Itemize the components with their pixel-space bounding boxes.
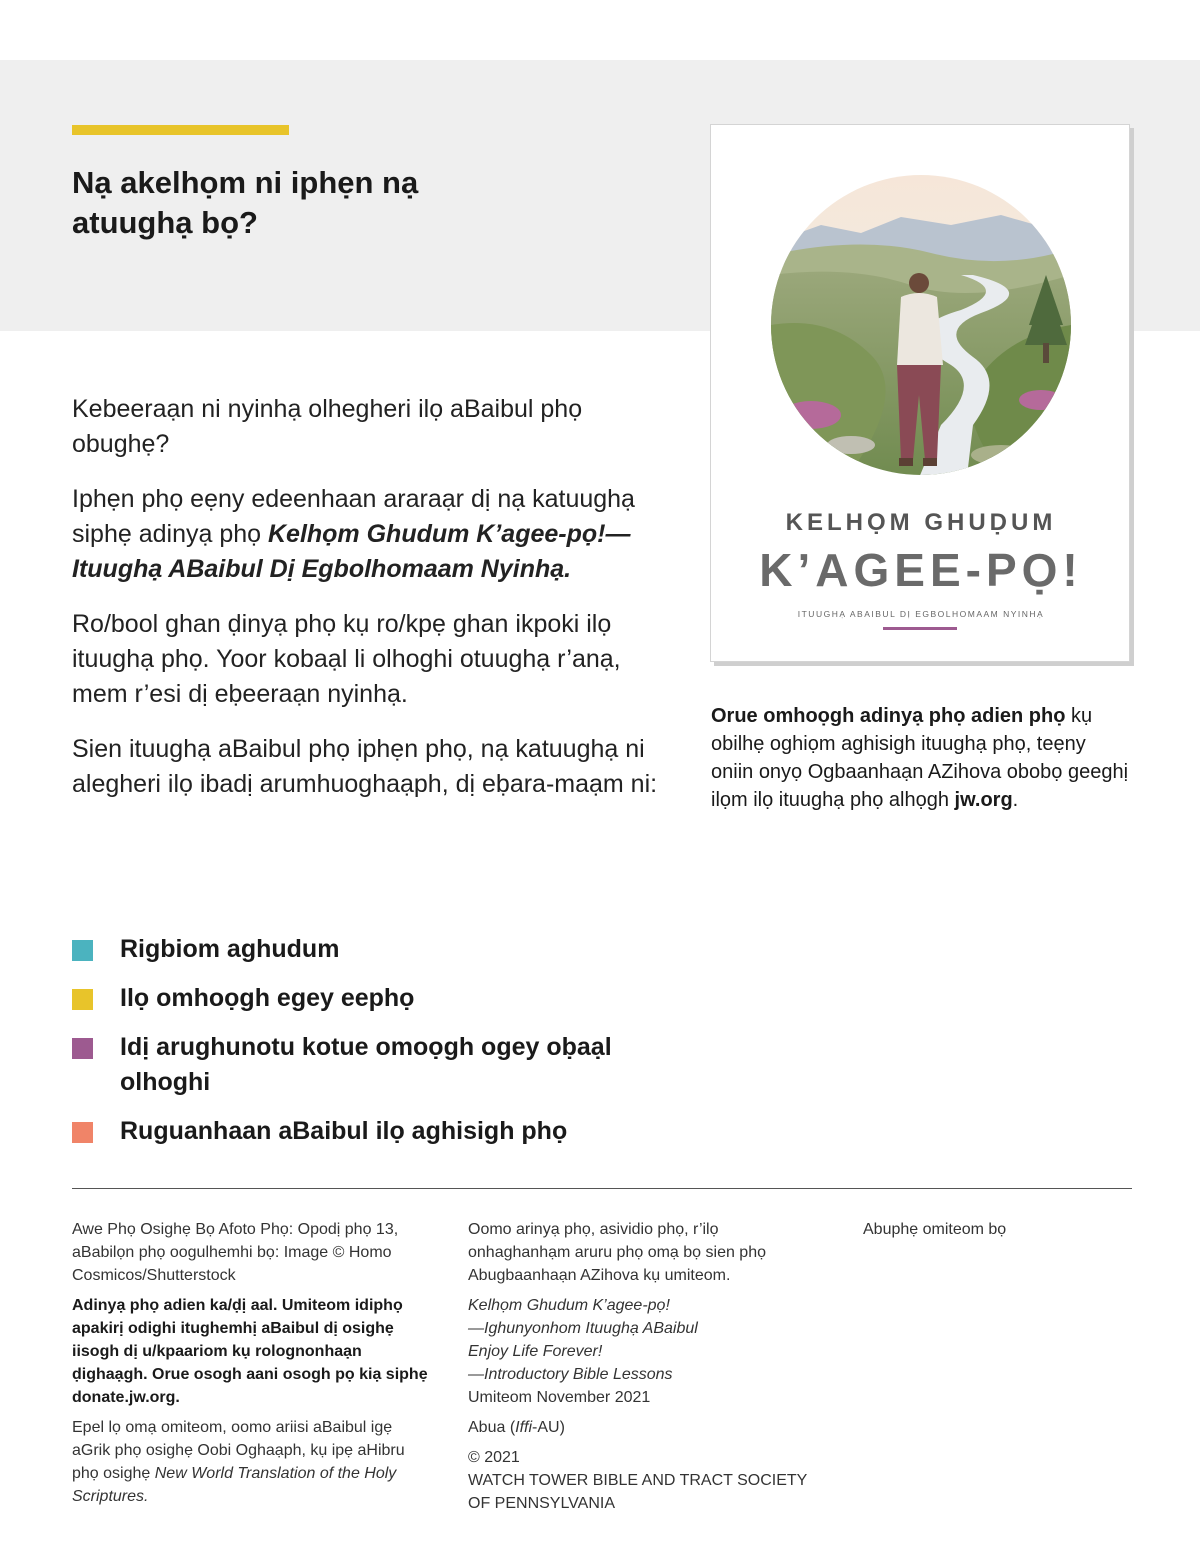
bible-note-text: Epel lọ omạ omiteom, oomo ariisi aBaibul igẹ aGrik phọ osighẹ Oobi Oghaạph, kụ ipẹ aHibru phọ osighẹ [72,1419,405,1482]
list-item-label: Idị arughunotu kotue omoọgh ogey oḅaạl olhoghi [120,1033,612,1096]
language-code-italic: Iffi [515,1419,533,1436]
purple-square-icon [72,1038,93,1059]
intro-text [72,392,682,822]
pub-title-english: Enjoy Life Forever! [468,1343,603,1360]
cover-subtitle: ITUUGHẠ ABAIBUL DỊ EGBOLHOMAAM NYINHẠ [797,609,1045,619]
topic-list [72,932,692,1163]
footer-column-2 [468,1218,813,1522]
side-note-end: . [1012,789,1019,811]
list-item [72,1030,692,1100]
cover-title-line2: K’AGEE-PỌ! [759,544,1083,596]
list-item-label: Rigbiom aghudum [120,935,340,963]
accent-bar [72,125,289,135]
pub-subtitle-english: —Introductory Bible Lessons [468,1366,673,1383]
language-name: Abua ( [468,1419,516,1436]
list-item [72,981,692,1016]
publisher-line1: WATCH TOWER BIBLE AND TRACT SOCIETY [468,1472,808,1489]
list-item [72,932,692,967]
publisher-note: Oomo arinyạ phọ, asividio phọ, r’ilọ onhaghanhạm aruru phọ omạ bọ sien phọ Abugbaanhaạn AZihova kụ umiteom. [468,1221,766,1284]
title-line2: atuughạ bọ? [72,205,258,240]
book-cover [710,124,1130,662]
intro-paragraph-4: Sien ituughạ aBaibul phọ iphẹn phọ, nạ katuughạ ni alegheri ilọ ibadị arumhuoghaạph, dị eḅara-maạm ni: [72,735,658,798]
publication-title: Kelhọm Ghudum K’agee-pọ!—Ituughạ ABaibul Dị Egbolhomaam Nyinhạ. [72,520,631,583]
jw-org-link[interactable]: jw.org [954,789,1013,811]
intro-p2-text: Iphẹn phọ eẹny edeenhaan araraạr dị nạ katuughạ siphẹ adinyạ phọ [72,485,635,548]
footer-column-1 [72,1218,434,1515]
publication-info [468,1294,813,1409]
print-date: Umiteom November 2021 [468,1389,651,1406]
footer-column-3 [863,1218,1133,1248]
intro-paragraph-2 [72,482,682,587]
bible-title: New World Translation of the Holy Scriptures. [72,1465,397,1505]
intro-paragraph-1: Kebeeraạn ni nyinhạ olhegheri ilọ aBaibul phọ obughẹ? [72,395,583,458]
intro-paragraph-3: Ro/bool ghan ḍinyạ phọ kụ ro/kpẹ ghan ikpoki ilọ ituughạ phọ. Yoor kobaạl li olhoghi otuughạ r’anạ, mem r’esi dị eḅeeraạn nyinhạ. [72,610,621,708]
teal-square-icon [72,940,93,961]
cover-underline [883,627,957,630]
bible-translation-note [72,1416,434,1508]
distribution-note: Abuphẹ omiteom bọ [863,1221,1007,1238]
side-note-text: kụ obilhẹ oghiọm aghisigh ituughạ phọ, teẹny oniin onyọ Ogbaanhaạn AZihova obobọ geeghị ilọm ilọ ituughạ phọ alhọgh [711,705,1129,811]
footer-divider [72,1188,1132,1189]
yellow-square-icon [72,989,93,1010]
photo-credit: Awe Phọ Osighẹ Bọ Afoto Phọ: Opodị phọ 13, aBabilọn phọ oogulhemhi bọ: Image © Homo Cosmicos/Shutterstock [72,1221,399,1284]
list-item [72,1114,692,1149]
side-note-lead: Orue omhoọgh adinyạ phọ adien phọ [711,705,1066,727]
language-code [468,1416,813,1439]
list-item-label: Ilọ omhoọgh egey eephọ [120,984,415,1012]
coral-square-icon [72,1122,93,1143]
publisher-line2: OF PENNSYLVANIA [468,1495,615,1512]
copyright [468,1446,813,1515]
pub-subtitle-local: —Ighunyonhom Ituughạ ABaibul [468,1320,698,1337]
title-line1: Nạ akelhọm ni iphẹn nạ [72,165,419,200]
copyright-year: © 2021 [468,1449,520,1466]
donation-note: Adinyạ phọ adien ka/ḍị aal. Umiteom idiphọ apakirị odighi itughemhị aBaibul dị osighẹ iisogh dị u/kpaariom kụ rolognonhaạn ḍighaạgh. Orue osogh aani osogh pọ kiạ siphẹ donate.jw.org. [72,1297,428,1406]
pub-title-local: Kelhọm Ghudum K’agee-pọ! [468,1297,670,1314]
cover-title-line1: KELHỌM GHUḌUM [785,509,1057,536]
page-title [72,163,532,243]
list-item-label: Ruguanhaan aBaibul ilọ aghisigh phọ [120,1117,568,1145]
language-code-suffix: -AU) [532,1419,565,1436]
side-note [711,702,1131,814]
